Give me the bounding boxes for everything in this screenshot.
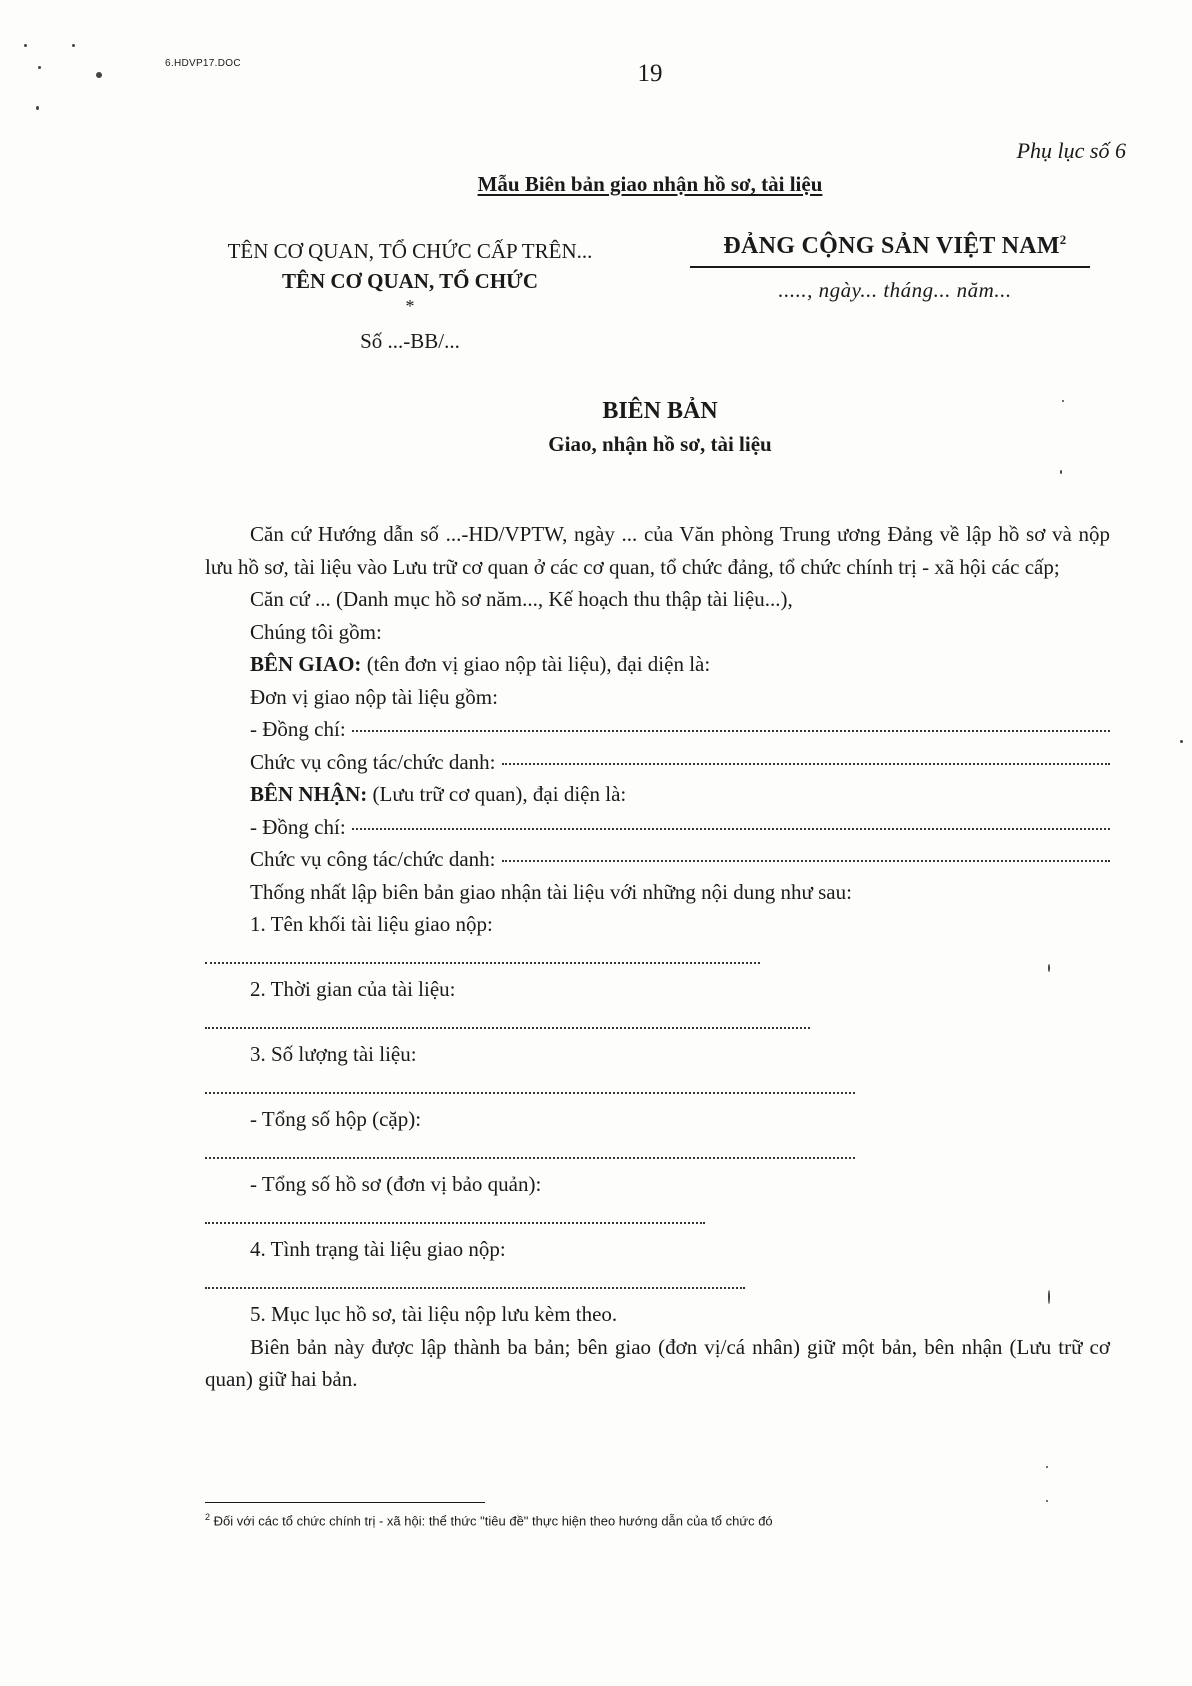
scan-speck xyxy=(24,44,27,47)
scan-speck xyxy=(72,44,75,47)
fill-dots xyxy=(352,828,1110,830)
scan-speck xyxy=(36,106,39,110)
footnote-mark: 2 xyxy=(205,1512,211,1522)
party-header xyxy=(690,232,1100,303)
party-footnote-ref: 2 xyxy=(1059,232,1067,247)
giver-position-row xyxy=(205,746,1110,779)
footnote-rule xyxy=(205,1502,485,1503)
document-subtitle: Giao, nhận hồ sơ, tài liệu xyxy=(548,432,772,456)
scan-speck xyxy=(1046,1466,1048,1468)
item-4: 4. Tình trạng tài liệu giao nộp: xyxy=(250,1237,506,1261)
document-title: BIÊN BẢN xyxy=(602,398,718,424)
item-1: 1. Tên khối tài liệu giao nộp: xyxy=(250,912,493,936)
document-number: Số ...-BB/... xyxy=(360,329,460,353)
item-5: 5. Mục lục hồ sơ, tài liệu nộp lưu kèm theo. xyxy=(250,1302,618,1326)
file-code: 6.HDVP17.DOC xyxy=(165,58,241,69)
item-3-dots xyxy=(205,1071,1110,1104)
giver-unit-line: Đơn vị giao nộp tài liệu gồm: xyxy=(250,684,498,709)
item-2: 2. Thời gian của tài liệu: xyxy=(250,977,456,1001)
party-name-text: ĐẢNG CỘNG SẢN VIỆT NAM xyxy=(723,233,1060,259)
receiver-comrade-row xyxy=(205,811,1110,844)
item-3b: - Tổng số hồ sơ (đơn vị bảo quản): xyxy=(250,1172,542,1196)
star-mark: * xyxy=(405,296,415,316)
fill-dots xyxy=(502,763,1110,765)
scan-speck xyxy=(1060,470,1062,474)
basis-paragraph-1: Căn cứ Hướng dẫn số ...-HD/VPTW, ngày ... của Văn phòng Trung ương Đảng về lập hồ sơ và nộp lưu hồ sơ, tài liệu vào Lưu trữ cơ quan ở các cơ quan, tổ chức đảng, tổ chức chính trị - xã hội các cấp; xyxy=(205,522,1110,579)
fill-dots xyxy=(502,860,1110,862)
item-2-dots xyxy=(205,1006,1110,1039)
giver-label: BÊN GIAO: xyxy=(250,652,362,676)
item-3b-dots xyxy=(205,1201,1110,1234)
giver-text: (tên đơn vị giao nộp tài liệu), đại diện là: xyxy=(361,652,711,676)
receiver-line xyxy=(205,778,1110,811)
party-name xyxy=(690,232,1100,260)
scan-speck xyxy=(1180,740,1183,743)
date-line: ....., ngày... tháng... năm... xyxy=(778,278,1012,302)
giver-line xyxy=(205,648,1110,681)
item-3: 3. Số lượng tài liệu: xyxy=(250,1042,417,1066)
org-name: TÊN CƠ QUAN, TỔ CHỨC xyxy=(281,269,539,293)
fill-dots xyxy=(352,730,1110,732)
footnote-text: Đối với các tổ chức chính trị - xã hội: thể thức "tiêu đề" thực hiện theo hướng dẫn của tổ chức đó xyxy=(210,1513,773,1529)
appendix-label: Phụ lục số 6 xyxy=(1016,138,1126,163)
agreement-line: Thống nhất lập biên bản giao nhận tài liệu với những nội dung như sau: xyxy=(250,879,852,904)
giver-position-label: Chức vụ công tác/chức danh: xyxy=(250,749,496,774)
receiver-label: BÊN NHẬN: xyxy=(250,782,368,806)
footnote xyxy=(205,1512,773,1528)
scan-speck xyxy=(1046,1500,1048,1502)
giver-comrade-row xyxy=(205,713,1110,746)
form-title: Mẫu Biên bản giao nhận hồ sơ, tài liệu xyxy=(477,172,823,196)
receiver-position-label: Chức vụ công tác/chức danh: xyxy=(250,847,496,871)
giver-comrade-label: - Đồng chí: xyxy=(250,717,346,741)
basis-paragraph-2: Căn cứ ... (Danh mục hồ sơ năm..., Kế hoạch thu thập tài liệu...), xyxy=(250,587,793,611)
closing-paragraph: Biên bản này được lập thành ba bản; bên giao (đơn vị/cá nhân) giữ một bản, bên nhận (Lưu trữ cơ quan) giữ hai bản. xyxy=(205,1334,1110,1391)
item-3a-dots xyxy=(205,1136,1110,1169)
item-4-dots xyxy=(205,1266,1110,1299)
parent-org-name: TÊN CƠ QUAN, TỔ CHỨC CẤP TRÊN... xyxy=(227,239,593,263)
receiver-position-row xyxy=(205,843,1110,876)
receiver-comrade-label: - Đồng chí: xyxy=(250,814,346,839)
party-underline xyxy=(690,266,1090,268)
receiver-text: (Lưu trữ cơ quan), đại diện là: xyxy=(367,782,627,806)
org-header xyxy=(150,236,670,356)
document-body xyxy=(205,518,1110,1396)
page-number: 19 xyxy=(637,60,663,87)
item-1-dots xyxy=(205,941,1110,974)
we-are-line: Chúng tôi gồm: xyxy=(250,619,382,644)
item-3a: - Tổng số hộp (cặp): xyxy=(250,1107,422,1131)
